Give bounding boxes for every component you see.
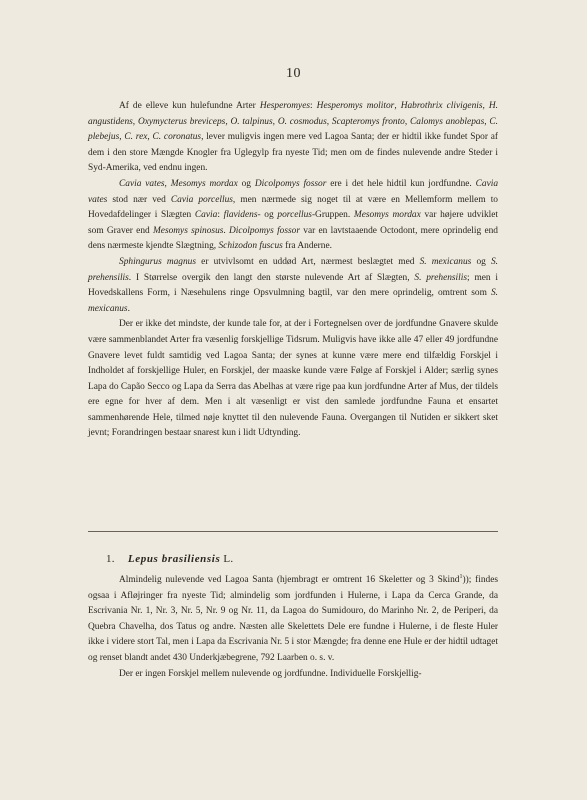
italic-text: O. cosmodus xyxy=(277,116,327,127)
paragraph xyxy=(88,99,498,177)
italic-text: C. coronatus xyxy=(152,132,202,143)
paragraph xyxy=(88,573,498,667)
text-run: , xyxy=(147,132,153,143)
text-run: , xyxy=(119,132,125,143)
text-run: , xyxy=(326,116,332,127)
italic-text: Oxymycterus breviceps xyxy=(137,116,226,127)
species-name: Lepus brasiliensis xyxy=(127,553,221,565)
italic-text: Cavia xyxy=(194,210,218,221)
italic-text: C. plebejus xyxy=(88,116,499,143)
text-run: ; men i Hovedskallens Form, i Næsehulens ringe Opsvulmning bagtil, var den mere oprindelig, omtrent som xyxy=(88,272,498,299)
italic-text: Mesomys mordax xyxy=(170,178,238,189)
text-run: Der er ingen Forskjel mellem nulevende og jordfundne. Individuelle Forskjellig- xyxy=(119,668,422,679)
italic-text: H. angustidens xyxy=(88,101,499,127)
italic-text: Mesomys mordax xyxy=(353,210,421,221)
text-run: , xyxy=(225,116,231,127)
italic-text: Mesomys spinosus xyxy=(152,225,224,236)
text-run: , xyxy=(404,116,411,127)
text-run: . xyxy=(127,303,130,314)
section-number: 1. xyxy=(106,553,115,565)
italic-text: Scapteromys fronto xyxy=(331,116,405,127)
text-run: ere i det hele hidtil kun jordfundne. xyxy=(326,178,476,189)
text-run: var en lavtstaaende Octodont, mere oprindelig end dens nærmeste kjendte Slægtning, xyxy=(88,225,498,252)
italic-text: porcellus xyxy=(277,210,312,221)
italic-text: Dicolpomys fossor xyxy=(254,178,327,189)
italic-text: C. rex xyxy=(124,132,148,143)
footnote-ref: 1 xyxy=(459,573,463,580)
text-run: Almindelig nulevende ved Lagoa Santa (hjembragt er omtrent 16 Skeletter og 3 Skind xyxy=(119,575,460,585)
text-run: , men nærmede sig noget til at være en Mellemform mellem to Hovedafdelinger i Slægten xyxy=(88,194,498,221)
text-block-bottom xyxy=(88,573,498,682)
text-run: , xyxy=(394,101,401,111)
italic-text: S. mexicanus xyxy=(88,288,498,314)
text-run: Af de elleve kun hulefundne Arter xyxy=(119,101,260,111)
italic-text: S. mexicanus xyxy=(419,256,472,267)
text-run: )); findes ogsaa i Afløjringer fra nyeste Tid; almindelig som jordfunden i Hulerne, i Lapa da Cerca Grande, da Escrivania Nr. 1, Nr. 3, Nr. 5, Nr. 9 og Nr. 11, da Lagoa do Sumidouro, do Marinho Nr. 2, de Periperi, da Quebra Chavelha, dos Tatus og andre. Næsten alle Skelettets Dele ere fundne i Hulerne, i de fleste Huler ikke i videre stort Tal, men i Lapa da Escrivania Nr. 5 i stor Mængde; fra denne ene Hule er der hidtil udtaget og renset blandt andet 430 Underkjæbegrene, 792 Laarben o. s. v. xyxy=(88,575,498,663)
italic-text: flavidens xyxy=(223,210,258,221)
italic-text: Habrothrix clivigenis xyxy=(400,101,483,111)
text-run: - og xyxy=(257,210,278,221)
italic-text: Cavia porcellus xyxy=(170,194,233,205)
italic-text: Schizodon fuscus xyxy=(218,241,283,252)
text-run: er utvivlsomt en uddød Art, nærmest beslægtet med xyxy=(196,256,420,267)
text-run: fra Anderne. xyxy=(282,241,332,252)
italic-text: Cavia vates xyxy=(119,178,165,189)
italic-text: Hesperomyes xyxy=(259,101,311,111)
text-run: og xyxy=(237,178,255,189)
italic-text: S. prehensilis xyxy=(414,272,468,283)
text-run: , xyxy=(164,178,171,189)
text-run: var højere udviklet som Graver end xyxy=(88,210,499,236)
section-heading xyxy=(106,553,233,565)
text-run: : xyxy=(310,101,317,111)
text-run: , xyxy=(484,116,490,127)
text-run: , xyxy=(482,101,489,111)
italic-text: Hesperomys molitor xyxy=(316,101,395,111)
text-run: Der er ikke det mindste, der kunde tale for, at der i Fortegnelsen over de jordfundne Gnavere skulde være sammenblandet Arter fra væsenlig forskjellige Tidsrum. Muligvis have ikke alle 47 eller 49 jordfundne Gnavere levet fuldt samtidig ved Lagoa Santa; der synes at kunne være mere end tilfældig Forskjel i Indholdet af forskjellige Huler, en Forskjel, der maaske kunde være Følge af Forskjel i Alder; særlig synes Lapa do Capão Secco og Lapa da Serra das Abelhas at være rige paa kun jordfundne Arter af Mus, der tildels ere egne for hver af dem. Men i alt væsenligt er vist den samlede jordfundne Fauna et ensartet sammenhørende Hele, tilmed nøje knyttet til den nulevende Fauna. Overgangen til Nutiden er sikkert sket jevnt; Forandringen bestaar snarest kun i lidt Udtynding. xyxy=(88,319,498,439)
text-run: : xyxy=(217,210,224,221)
page-number: 10 xyxy=(286,66,301,81)
text-block-top xyxy=(88,99,498,442)
text-run: , xyxy=(132,116,138,127)
italic-text: Sphingurus magnus xyxy=(119,256,197,267)
species-author: L. xyxy=(223,553,234,565)
paragraph xyxy=(88,317,498,442)
italic-text: O. talpinus xyxy=(230,116,273,127)
text-run: og xyxy=(471,256,491,267)
section-divider xyxy=(88,531,498,532)
paragraph xyxy=(88,255,498,317)
text-run: , xyxy=(272,116,278,127)
text-run: stod nær ved xyxy=(107,194,171,205)
text-run: . xyxy=(223,225,230,236)
text-run: . I Størrelse overgik den langt den største nulevende Art af Slægten, xyxy=(128,272,415,283)
text-run: , lever muligvis ingen mere ved Lagoa Santa; der er hidtil ikke fundet Spor af dem i den store Mængde Knogler fra Uglegylp fra nyeste Tid; men om de findes nulevende andre Steder i Syd-Amerika, ved endnu ingen. xyxy=(88,132,499,174)
italic-text: Dicolpomys fossor xyxy=(229,225,300,236)
italic-text: Calomys anoblepas xyxy=(410,116,485,127)
paragraph xyxy=(88,177,498,255)
paragraph xyxy=(88,667,498,683)
text-run: -Gruppen. xyxy=(311,210,354,221)
italic-text: Cavia vates xyxy=(88,178,499,205)
italic-text: S. prehensilis xyxy=(88,256,499,283)
